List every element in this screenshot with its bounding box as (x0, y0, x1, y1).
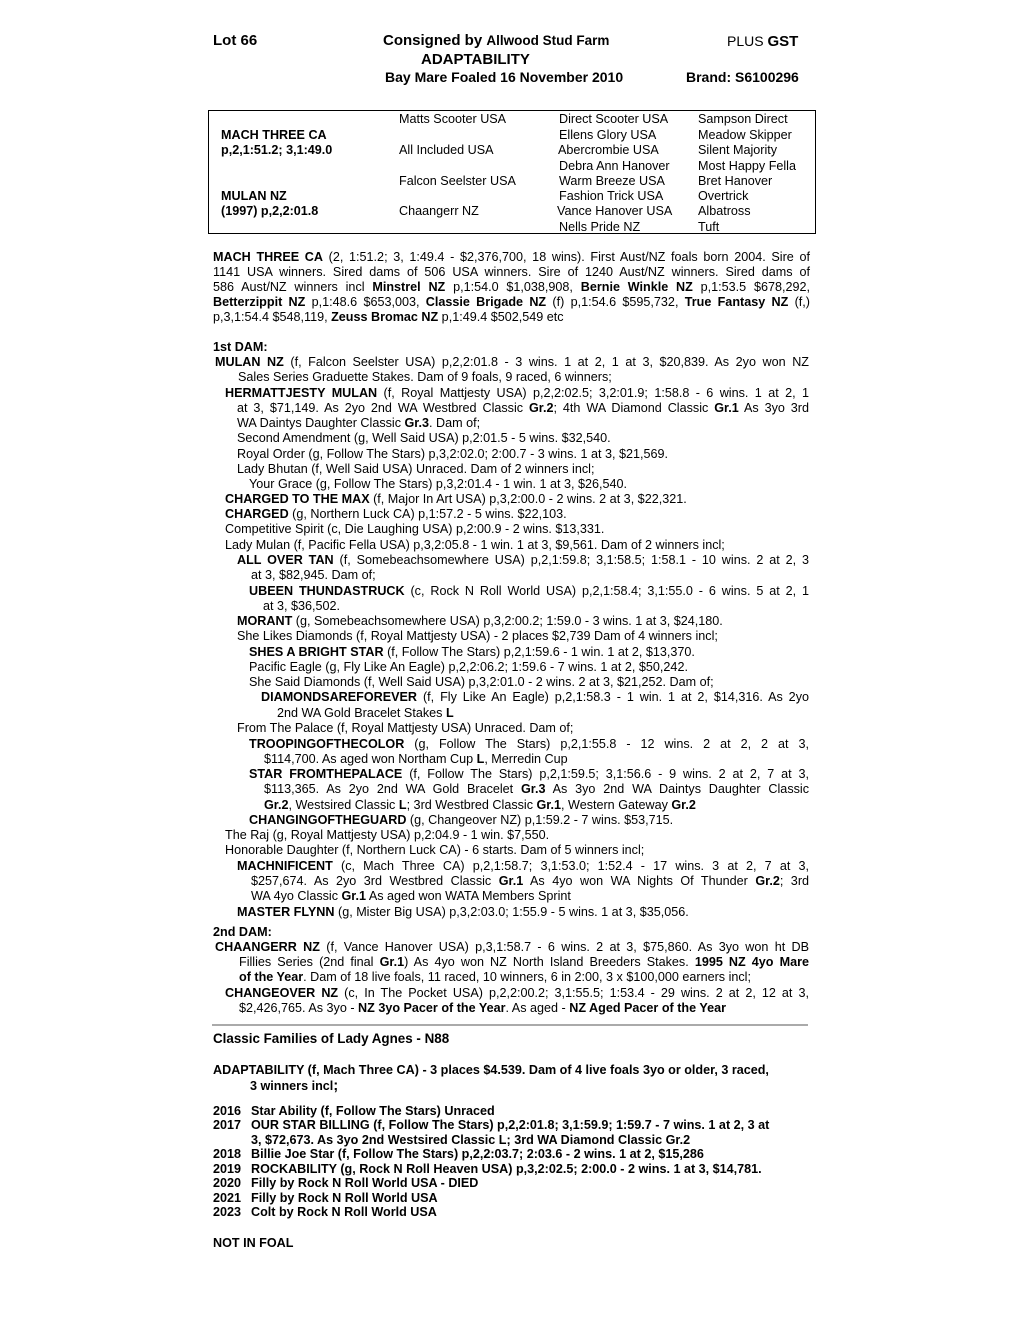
pedigree-entry-line (249, 477, 627, 492)
text: , Merredin Cup (484, 752, 568, 766)
pedigree-entry-line (251, 889, 571, 904)
foal-year: 2016 (213, 1104, 242, 1118)
bold-text: 1995 NZ 4yo Mare (694, 955, 809, 969)
pedigree-gen2: Chaangerr NZ (399, 204, 479, 218)
pedigree-entry-line (261, 690, 809, 705)
bold-text: Bernie Winkle NZ (580, 280, 693, 294)
text: (f, Vance Hanover USA) p,3,1:58.7 - 6 wins. 2 at 3, $75,860. As 3yo won ht DB (319, 940, 809, 954)
bold-text: Betterzippit NZ (213, 295, 306, 309)
bold-text: UBEEN THUNDASTRUCK (249, 584, 405, 598)
text: p,3,1:54.4 $548,119, (213, 310, 332, 324)
text: Lady Bhutan (f, Well Said USA) Unraced. Dam of 2 winners incl; (237, 462, 595, 476)
pedigree-entry-line (225, 492, 687, 507)
section-divider (212, 1024, 808, 1026)
text: 1141 USA winners. Sired dams of 506 USA winners. Sire of 1240 Aust/NZ winners. Sired dams of (213, 265, 810, 279)
bold-text: CHAANGERR NZ (215, 940, 320, 954)
text: ; 3rd Westbred Classic (406, 798, 537, 812)
text: $114,700. As aged won Northam Cup (264, 752, 477, 766)
bold-text: MORANT (237, 614, 293, 628)
bold-text: MASTER FLYNN (237, 905, 335, 919)
text: As 4yo won WA Nights Of Thunder (523, 874, 756, 888)
text: $257,674. As 2yo 3rd Westbred Classic (251, 874, 499, 888)
text: p,1:48.6 $653,003, (305, 295, 426, 309)
pedigree-entry-line (264, 752, 568, 767)
text: Honorable Daughter (f, Northern Luck CA) - 6 starts. Dam of 5 winners incl; (225, 843, 645, 857)
family-title: Classic Families of Lady Agnes - N88 (213, 1031, 450, 1046)
pedigree-entry-line (237, 416, 480, 431)
pedigree-entry-line (237, 905, 689, 920)
text: (g, Mister Big USA) p,3,2:03.0; 1:55.9 - 5 wins. 1 at 3, $35,056. (334, 905, 689, 919)
bold-text: NZ Aged Pacer of the Year (569, 1001, 726, 1015)
text: (f, Somebeachsomewhere USA) p,2,1:59.8; 3,1:58.5; 1:58.1 - 10 wins. 2 at 2, 3 (333, 553, 809, 567)
text: p,1:54.0 $1,038,908, (445, 280, 581, 294)
text: Competitive Spirit (c, Die Laughing USA) p,2:00.9 - 2 wins. $13,331. (225, 522, 605, 536)
sire-paragraph-line (213, 280, 810, 295)
pedigree-entry-line (237, 431, 611, 446)
text: , Western Gateway (561, 798, 672, 812)
text: (g, Changeover NZ) p,1:59.2 - 7 wins. $53,715. (406, 813, 674, 827)
bold-text: MULAN NZ (215, 355, 284, 369)
pedigree-sire-record: p,2,1:51.2; 3,1:49.0 (221, 143, 333, 157)
text: at 3, $71,149. As 2yo 2nd WA Westbred Classic (237, 401, 529, 415)
bold-text: Gr.2 (755, 874, 780, 888)
pedigree-gen2: Falcon Seelster USA (399, 174, 516, 188)
bold-text: SHES A BRIGHT STAR (249, 645, 384, 659)
text: Sales Series Graduette Stakes. Dam of 9 foals, 9 raced, 6 winners; (238, 370, 612, 384)
pedigree-gen4: Bret Hanover (698, 174, 773, 188)
text: (c, Mach Three CA) p,2,1:58.7; 3,1:53.0; 1:52.4 - 17 wins. 3 at 2, 7 at 3, (332, 859, 809, 873)
consignor-name: Allwood Stud Farm (486, 33, 610, 48)
text: . Dam of; (429, 416, 481, 430)
text: at 3, $36,502. (263, 599, 341, 613)
foal-year: 2017 (213, 1118, 242, 1132)
pedigree-gen4: Meadow Skipper (698, 128, 792, 142)
foal-entry: 3, $72,673. As 3yo 2nd Westsired Classic L; 3rd WA Diamond Classic Gr.2 (251, 1133, 691, 1147)
bold-text: DIAMONDSAREFOREVER (261, 690, 418, 704)
bold-text: L (476, 752, 485, 766)
bold-text: Gr.3 (404, 416, 430, 430)
plus-label: PLUS (727, 33, 764, 49)
pedigree-dam-record: (1997) p,2,2:01.8 (221, 204, 319, 218)
bold-text: Gr.1 (341, 889, 367, 903)
text: at 3, $82,945. Dam of; (251, 568, 376, 582)
foal-year: 2019 (213, 1162, 242, 1176)
pedigree-entry-line (237, 859, 809, 874)
bold-text: Gr.2 (264, 798, 289, 812)
sire-paragraph-line (213, 310, 564, 325)
consigned-line (383, 32, 609, 49)
bold-text: Gr.2 (671, 798, 696, 812)
family-intro: ADAPTABILITY (f, Mach Three CA) - 3 places $4.539. Dam of 4 live foals 3yo or older, 3 raced, (213, 1063, 769, 1077)
text: Your Grace (g, Follow The Stars) p,3,2:01.4 - 1 win. 1 at 3, $26,540. (249, 477, 628, 491)
foal-entry: Filly by Rock N Roll World USA - DIED (251, 1176, 479, 1190)
sire-paragraph-line (213, 265, 810, 280)
text: ; 4th WA Diamond Classic (553, 401, 715, 415)
text: Second Amendment (g, Well Said USA) p,2:01.5 - 5 wins. $32,540. (237, 431, 611, 445)
bold-text: TROOPINGOFTHECOLOR (249, 737, 405, 751)
text: . Dam of 18 live foals, 11 raced, 10 winners, 6 in 2:00, 3 x $100,000 earners incl; (303, 970, 751, 984)
pedigree-gen4: Silent Majority (698, 143, 778, 157)
foal-year: 2020 (213, 1176, 242, 1190)
pedigree-entry-line (237, 401, 809, 416)
text: $113,365. As 2yo 2nd WA Gold Bracelet (264, 782, 521, 796)
text: Royal Order (g, Follow The Stars) p,3,2:02.0; 2:00.7 - 3 wins. 1 at 3, $21,569. (237, 447, 668, 461)
pedigree-entry-line (237, 629, 718, 644)
text: As 3yo 3rd (738, 401, 809, 415)
text: . As aged - (505, 1001, 570, 1015)
text: (f, Follow The Stars) p,2,1:59.5; 3,1:56.6 - 9 wins. 2 at 2, 7 at 3, (402, 767, 809, 781)
pedigree-entry-line (239, 955, 809, 970)
bold-text: True Fantasy NZ (684, 295, 789, 309)
sire-paragraph-line (213, 295, 810, 310)
pedigree-entry-line (251, 874, 809, 889)
text: (f) p,1:54.6 $595,732, (546, 295, 685, 309)
pedigree-entry-line (237, 447, 668, 462)
text: p,1:49.4 $502,549 etc (438, 310, 564, 324)
bold-text: CHARGED TO THE MAX (225, 492, 370, 506)
pedigree-entry-line (239, 1001, 726, 1016)
pedigree-entry-line (237, 462, 594, 477)
bold-text: L (445, 706, 454, 720)
horse-description: Bay Mare Foaled 16 November 2010 (385, 69, 624, 85)
family-intro-text: 3 winners incl (250, 1079, 334, 1093)
bold-text: Minstrel NZ (372, 280, 446, 294)
bold-text: NZ 3yo Pacer of the Year (358, 1001, 506, 1015)
foal-entry: OUR STAR BILLING (f, Follow The Stars) p,2,2:01.8; 3,1:59.9; 1:59.7 - 7 wins. 1 at 2, 3 at (251, 1118, 770, 1132)
bold-text: ALL OVER TAN (237, 553, 334, 567)
pedigree-entry-line (237, 553, 809, 568)
text: (f,) (788, 295, 810, 309)
pedigree-gen3: Warm Breeze USA (559, 174, 665, 188)
pedigree-entry-line (225, 828, 549, 843)
pedigree-gen3: Vance Hanover USA (557, 204, 673, 218)
pedigree-entry-line (249, 675, 714, 690)
foal-year: 2018 (213, 1147, 242, 1161)
text: The Raj (g, Royal Mattjesty USA) p,2:04.9 - 1 win. $7,550. (225, 828, 550, 842)
pedigree-entry-line (238, 370, 612, 385)
pedigree-gen3: Nells Pride NZ (559, 220, 641, 234)
text: p,1:53.5 $678,292, (692, 280, 811, 294)
bold-text: HERMATTJESTY MULAN (225, 386, 378, 400)
family-intro-cont (250, 1079, 338, 1094)
text: 586 Aust/NZ winners incl (213, 280, 373, 294)
bold-text: CHARGED (225, 507, 289, 521)
pedigree-entry-line (249, 584, 809, 599)
pedigree-gen4: Overtrick (698, 189, 749, 203)
consigned-prefix: Consigned by (383, 32, 483, 49)
first-dam-heading: 1st DAM: (213, 340, 268, 354)
foal-year: 2021 (213, 1191, 242, 1205)
lot-number: Lot 66 (213, 32, 258, 49)
text: (f, Major In Art USA) p,3,2:00.0 - 2 wins. 2 at 3, $22,321. (369, 492, 687, 506)
pedigree-entry-line (225, 538, 725, 553)
bold-text: Zeuss Bromac NZ (331, 310, 439, 324)
bold-text: of the Year (239, 970, 304, 984)
text: 2nd WA Gold Bracelet Stakes (277, 706, 446, 720)
brand: Brand: S6100296 (686, 69, 799, 85)
foal-entry: Billie Joe Star (f, Follow The Stars) p,2,2:03.7; 2:03.6 - 2 wins. 1 at 2, $15,286 (251, 1147, 704, 1161)
foal-entry: Star Ability (f, Follow The Stars) Unraced (251, 1104, 495, 1118)
pedigree-entry-line (215, 355, 809, 370)
text: Pacific Eagle (g, Fly Like An Eagle) p,2,2:06.2; 1:59.6 - 7 wins. 1 at 2, $50,242. (249, 660, 688, 674)
pedigree-entry-line (264, 782, 809, 797)
pedigree-entry-line (225, 386, 809, 401)
text: As 3yo 2nd WA Daintys Daughter Classic (545, 782, 810, 796)
text: , Westsired Classic (288, 798, 399, 812)
gst-label: GST (767, 33, 799, 50)
text: ) As 4yo won NZ North Island Breeders Stakes. (404, 955, 695, 969)
foal-year: 2023 (213, 1205, 242, 1219)
pedigree-gen3: Direct Scooter USA (559, 112, 669, 126)
bold-text: L (398, 798, 407, 812)
text: She Likes Diamonds (f, Royal Mattjesty USA) - 2 places $2,739 Dam of 4 winners incl; (237, 629, 718, 643)
pedigree-entry-line (239, 970, 751, 985)
text: ; 3rd (779, 874, 810, 888)
text: From The Palace (f, Royal Mattjesty USA) Unraced. Dam of; (237, 721, 574, 735)
pedigree-gen3: Ellens Glory USA (559, 128, 657, 142)
text: As aged won WATA Members Sprint (366, 889, 571, 903)
text: (2, 1:51.2; 3, 1:49.4 - $2,376,700, 18 wins). First Aust/NZ foals born 2004. Sire of (323, 250, 810, 264)
pedigree-entry-line (225, 986, 809, 1001)
pedigree-entry-line (237, 721, 573, 736)
text: (f, Fly Like An Eagle) p,2,1:58.3 - 1 win. 1 at 2, $14,316. As 2yo (417, 690, 809, 704)
pedigree-entry-line (249, 660, 688, 675)
pedigree-entry-line (225, 522, 604, 537)
text: (g, Somebeachsomewhere USA) p,3,2:00.2; 1:59.0 - 3 wins. 1 at 3, $24,180. (292, 614, 723, 628)
pedigree-entry-line (249, 645, 695, 660)
text: (g, Follow The Stars) p,2,1:55.8 - 12 wins. 2 at 2, 2 at 3, (404, 737, 809, 751)
bold-text: STAR FROMTHEPALACE (249, 767, 403, 781)
bold-text: MACHNIFICENT (237, 859, 333, 873)
foal-entry: Colt by Rock N Roll World USA (251, 1205, 437, 1219)
text: Fillies Series (2nd final (239, 955, 380, 969)
pedigree-gen2: All Included USA (399, 143, 494, 157)
text: She Said Diamonds (f, Well Said USA) p,3,2:01.0 - 2 wins. 2 at 3, $21,252. Dam of; (249, 675, 714, 689)
horse-name: ADAPTABILITY (421, 51, 530, 68)
bold-text: Gr.2 (528, 401, 554, 415)
foal-entry: Filly by Rock N Roll World USA (251, 1191, 438, 1205)
pedigree-entry-line (264, 798, 696, 813)
pedigree-gen4: Sampson Direct (698, 112, 788, 126)
pedigree-entry-line (249, 813, 673, 828)
text: (c, Rock N Roll World USA) p,2,1:58.4; 3,1:55.0 - 6 wins. 5 at 2, 1 (404, 584, 809, 598)
foal-status: NOT IN FOAL (213, 1236, 294, 1250)
bold-text: CHANGEOVER NZ (225, 986, 339, 1000)
pedigree-entry-line (263, 599, 340, 614)
text: Lady Mulan (f, Pacific Fella USA) p,3,2:05.8 - 1 win. 1 at 3, $9,561. Dam of 2 winners incl; (225, 538, 725, 552)
pedigree-gen4: Most Happy Fella (698, 159, 796, 173)
pedigree-gen3: Abercrombie USA (558, 143, 659, 157)
pedigree-gen3: Debra Ann Hanover (559, 159, 670, 173)
pedigree-entry-line (249, 737, 809, 752)
text: WA 4yo Classic (251, 889, 342, 903)
pedigree-gen2: Matts Scooter USA (399, 112, 507, 126)
bold-text: Gr.1 (714, 401, 739, 415)
text: (f, Falcon Seelster USA) p,2,2:01.8 - 3 wins. 1 at 2, 1 at 3, $20,839. As 2yo won NZ (283, 355, 809, 369)
second-dam-heading: 2nd DAM: (213, 925, 272, 939)
text: (f, Follow The Stars) p,2,1:59.6 - 1 win. 1 at 2, $13,370. (383, 645, 695, 659)
gst-note (727, 33, 798, 50)
pedigree-sire: MACH THREE CA (221, 128, 327, 142)
bold-text: Gr.3 (521, 782, 546, 796)
bold-text: CHANGINGOFTHEGUARD (249, 813, 407, 827)
pedigree-entry-line (237, 614, 723, 629)
sire-paragraph-line (213, 250, 810, 265)
bold-text: Gr.1 (536, 798, 562, 812)
text: (f, Royal Mattjesty USA) p,2,2:02.5; 3,2:01.9; 1:58.8 - 6 wins. 1 at 2, 1 (377, 386, 809, 400)
pedigree-entry-line (277, 706, 454, 721)
pedigree-dam: MULAN NZ (221, 189, 287, 203)
pedigree-entry-line (249, 767, 809, 782)
pedigree-gen4: Tuft (698, 220, 720, 234)
pedigree-entry-line (225, 507, 567, 522)
bold-text: Classie Brigade NZ (425, 295, 547, 309)
bold-text: Gr.1 (379, 955, 405, 969)
pedigree-entry-line (251, 568, 376, 583)
pedigree-gen4: Albatross (698, 204, 751, 218)
bold-text: MACH THREE CA (213, 250, 323, 264)
family-intro-punct: ; (333, 1077, 339, 1094)
text: (c, In The Pocket USA) p,2,2:00.2; 3,1:55.5; 1:53.4 - 29 wins. 2 at 2, 12 at 3, (338, 986, 809, 1000)
text: WA Daintys Daughter Classic (237, 416, 405, 430)
text: $2,426,765. As 3yo - (239, 1001, 359, 1015)
pedigree-gen3: Fashion Trick USA (559, 189, 664, 203)
bold-text: Gr.1 (498, 874, 524, 888)
foal-entry: ROCKABILITY (g, Rock N Roll Heaven USA) p,3,2:02.5; 2:00.0 - 2 wins. 1 at 3, $14,781. (251, 1162, 762, 1176)
text: (g, Northern Luck CA) p,1:57.2 - 5 wins. $22,103. (288, 507, 567, 521)
pedigree-entry-line (225, 843, 644, 858)
pedigree-entry-line (215, 940, 809, 955)
